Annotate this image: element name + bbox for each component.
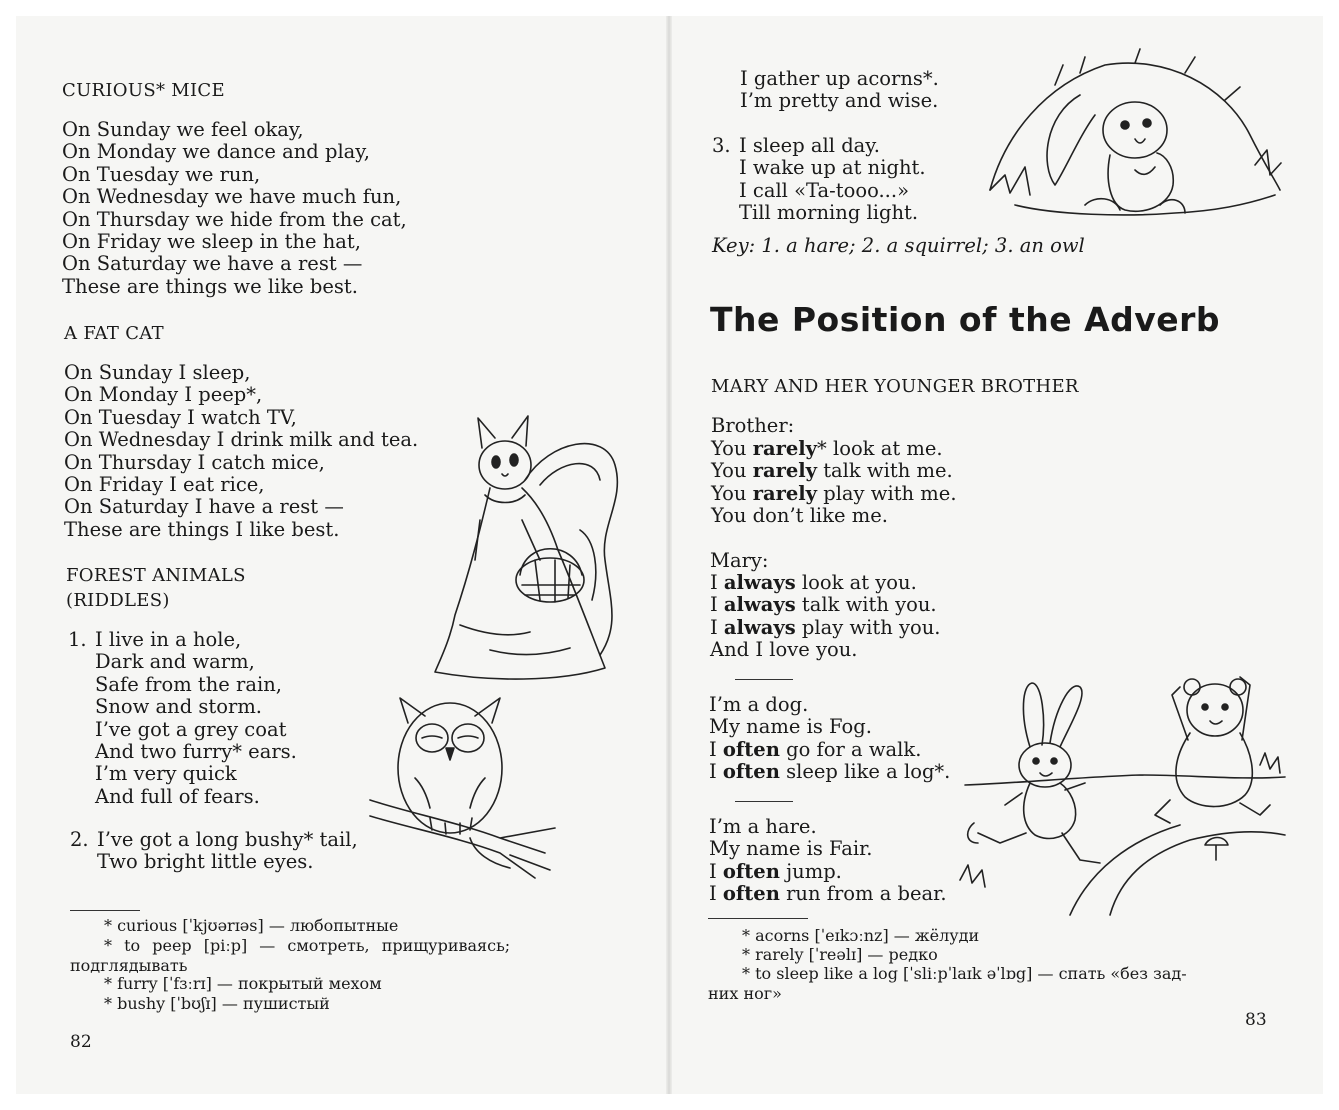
adverb: often <box>722 859 780 883</box>
text-line: You rarely talk with me. <box>711 459 953 483</box>
riddle-1-number: 1. <box>68 628 87 651</box>
text-line: Snow and storm. <box>95 695 263 719</box>
adverb: always <box>723 571 796 594</box>
text-line: On Sunday we feel okay, <box>62 118 304 141</box>
text-line: Safe from the rain, <box>95 672 282 696</box>
dog-poem <box>709 694 950 784</box>
text-line: On Saturday I have a rest — <box>64 495 344 519</box>
squirrel-illustration <box>430 410 630 690</box>
text-line: And I love you. <box>710 638 858 662</box>
text-line: On Wednesday we have much fun, <box>62 185 402 209</box>
text-line: On Wednesday I drink milk and tea. <box>64 428 419 452</box>
text-line: I’m a dog. <box>709 693 809 716</box>
text-line: I often jump. <box>709 859 842 883</box>
text-line: I call «Ta-tooo...» <box>739 178 909 202</box>
footnote-rule-left <box>70 910 140 911</box>
riddle-3-number: 3. <box>712 134 731 157</box>
hare-poem <box>709 816 947 906</box>
footnote-bushy: * bushy [ˈbʊʃɪ] — пушистый <box>104 994 330 1013</box>
footnote-curious: * curious [ˈkjʊərɪəs] — любопытные <box>104 916 399 935</box>
text-line: I often sleep like a log*. <box>709 760 951 784</box>
brother-lines <box>711 438 957 528</box>
text-line: On Tuesday I watch TV, <box>64 405 297 429</box>
page-number-right: 83 <box>1245 1010 1267 1030</box>
text-line: On Thursday I catch mice, <box>64 450 325 474</box>
adverb: always <box>723 593 796 617</box>
footnote-acorns: * acorns [ˈeɪkɔːnz] — жёлуди <box>742 926 980 945</box>
footnote-peep-cont: подглядывать <box>70 956 188 975</box>
riddle-3 <box>739 135 926 225</box>
riddle-1 <box>95 629 297 808</box>
text-line: I often go for a walk. <box>709 737 922 761</box>
text-line: Two bright little eyes. <box>97 850 314 874</box>
adverb: rarely <box>752 459 818 483</box>
text-line: On Thursday we hide from the cat, <box>62 207 407 231</box>
text-line: These are things we like best. <box>62 274 358 298</box>
poem-title-curious-mice: CURIOUS* MICE <box>62 80 225 101</box>
text-line: On Monday we dance and play, <box>62 140 370 164</box>
adverb: always <box>723 615 796 639</box>
footnote-rarely: * rarely [ˈreəlɪ] — редко <box>742 945 938 964</box>
text-line: I sleep all day. <box>739 134 880 157</box>
text-line: You rarely* look at me. <box>711 437 943 460</box>
text-line: I often run from a bear. <box>709 882 947 906</box>
text-line: My name is Fair. <box>709 837 873 861</box>
hare-bear-illustration <box>960 665 1290 915</box>
riddle-2 <box>97 829 358 874</box>
poem-title-fat-cat: A FAT CAT <box>64 323 164 344</box>
text-line: On Sunday I sleep, <box>64 361 251 384</box>
text-line: I’m pretty and wise. <box>740 89 939 113</box>
footnote-sleep-log-cont: них ног» <box>708 984 782 1003</box>
text-line: And two furry* ears. <box>95 739 297 763</box>
footnote-peep: * to peep [piːp] — смотреть, прищуриваясь; <box>104 936 511 955</box>
poem-fat-cat <box>64 362 418 541</box>
adverb: rarely <box>752 437 818 460</box>
mary-label: Mary: <box>710 549 769 572</box>
poem-curious-mice <box>62 119 407 298</box>
footnote-sleep-log: * to sleep like a log [ˈsliːpˈlaɪk əˈlɒg] — спать «без зад- <box>742 964 1187 983</box>
hare-hole-illustration <box>985 55 1285 225</box>
adverb: often <box>722 882 780 906</box>
dialogue-title: MARY AND HER YOUNGER BROTHER <box>711 376 1079 397</box>
riddle-2-number: 2. <box>70 828 89 851</box>
text-line: On Friday I eat rice, <box>64 472 265 496</box>
text-line: Till morning light. <box>739 201 919 225</box>
footnote-furry: * furry [ˈfɜːrɪ] — покрытый мехом <box>104 974 382 993</box>
text-line: I always talk with you. <box>710 593 937 617</box>
text-line: On Saturday we have a rest — <box>62 252 363 276</box>
text-line: I’m very quick <box>95 762 237 786</box>
text-line: I’ve got a grey coat <box>95 717 287 741</box>
text-line: And full of fears. <box>95 784 260 808</box>
divider-1 <box>735 679 793 680</box>
text-line: These are things I like best. <box>64 517 340 541</box>
text-line: I’m a hare. <box>709 815 817 838</box>
adverb: rarely <box>752 481 818 505</box>
text-line: On Monday I peep*, <box>64 383 263 407</box>
text-line: I gather up acorns*. <box>740 67 939 90</box>
divider-2 <box>735 801 793 802</box>
riddle-key: Key: 1. a hare; 2. a squirrel; 3. an owl <box>712 234 1085 257</box>
footnote-rule-right <box>708 918 808 919</box>
text-line: On Friday we sleep in the hat, <box>62 229 361 253</box>
text-line: I always look at you. <box>710 571 917 594</box>
adverb: often <box>722 737 780 761</box>
section-heading-adverb: The Position of the Adverb <box>710 300 1221 339</box>
book-fold <box>666 16 672 1094</box>
mary-lines <box>710 572 940 662</box>
section-subtitle-riddles: (RIDDLES) <box>66 590 170 611</box>
section-title-forest-animals: FOREST ANIMALS <box>66 565 246 586</box>
text-line: I’ve got a long bushy* tail, <box>97 828 358 851</box>
brother-label: Brother: <box>711 414 795 437</box>
riddle-2-continued <box>740 68 939 113</box>
text-line: I always play with you. <box>710 615 941 639</box>
adverb: often <box>722 760 780 784</box>
text-line: On Tuesday we run, <box>62 162 261 186</box>
text-line: You rarely play with me. <box>711 481 957 505</box>
text-line: My name is Fog. <box>709 715 872 739</box>
text-line: I wake up at night. <box>739 156 926 180</box>
text-line: I live in a hole, <box>95 628 242 651</box>
text-line: Dark and warm, <box>95 650 255 674</box>
text-line: You don’t like me. <box>711 504 888 528</box>
owl-illustration <box>370 688 560 888</box>
page-number-left: 82 <box>70 1032 92 1052</box>
